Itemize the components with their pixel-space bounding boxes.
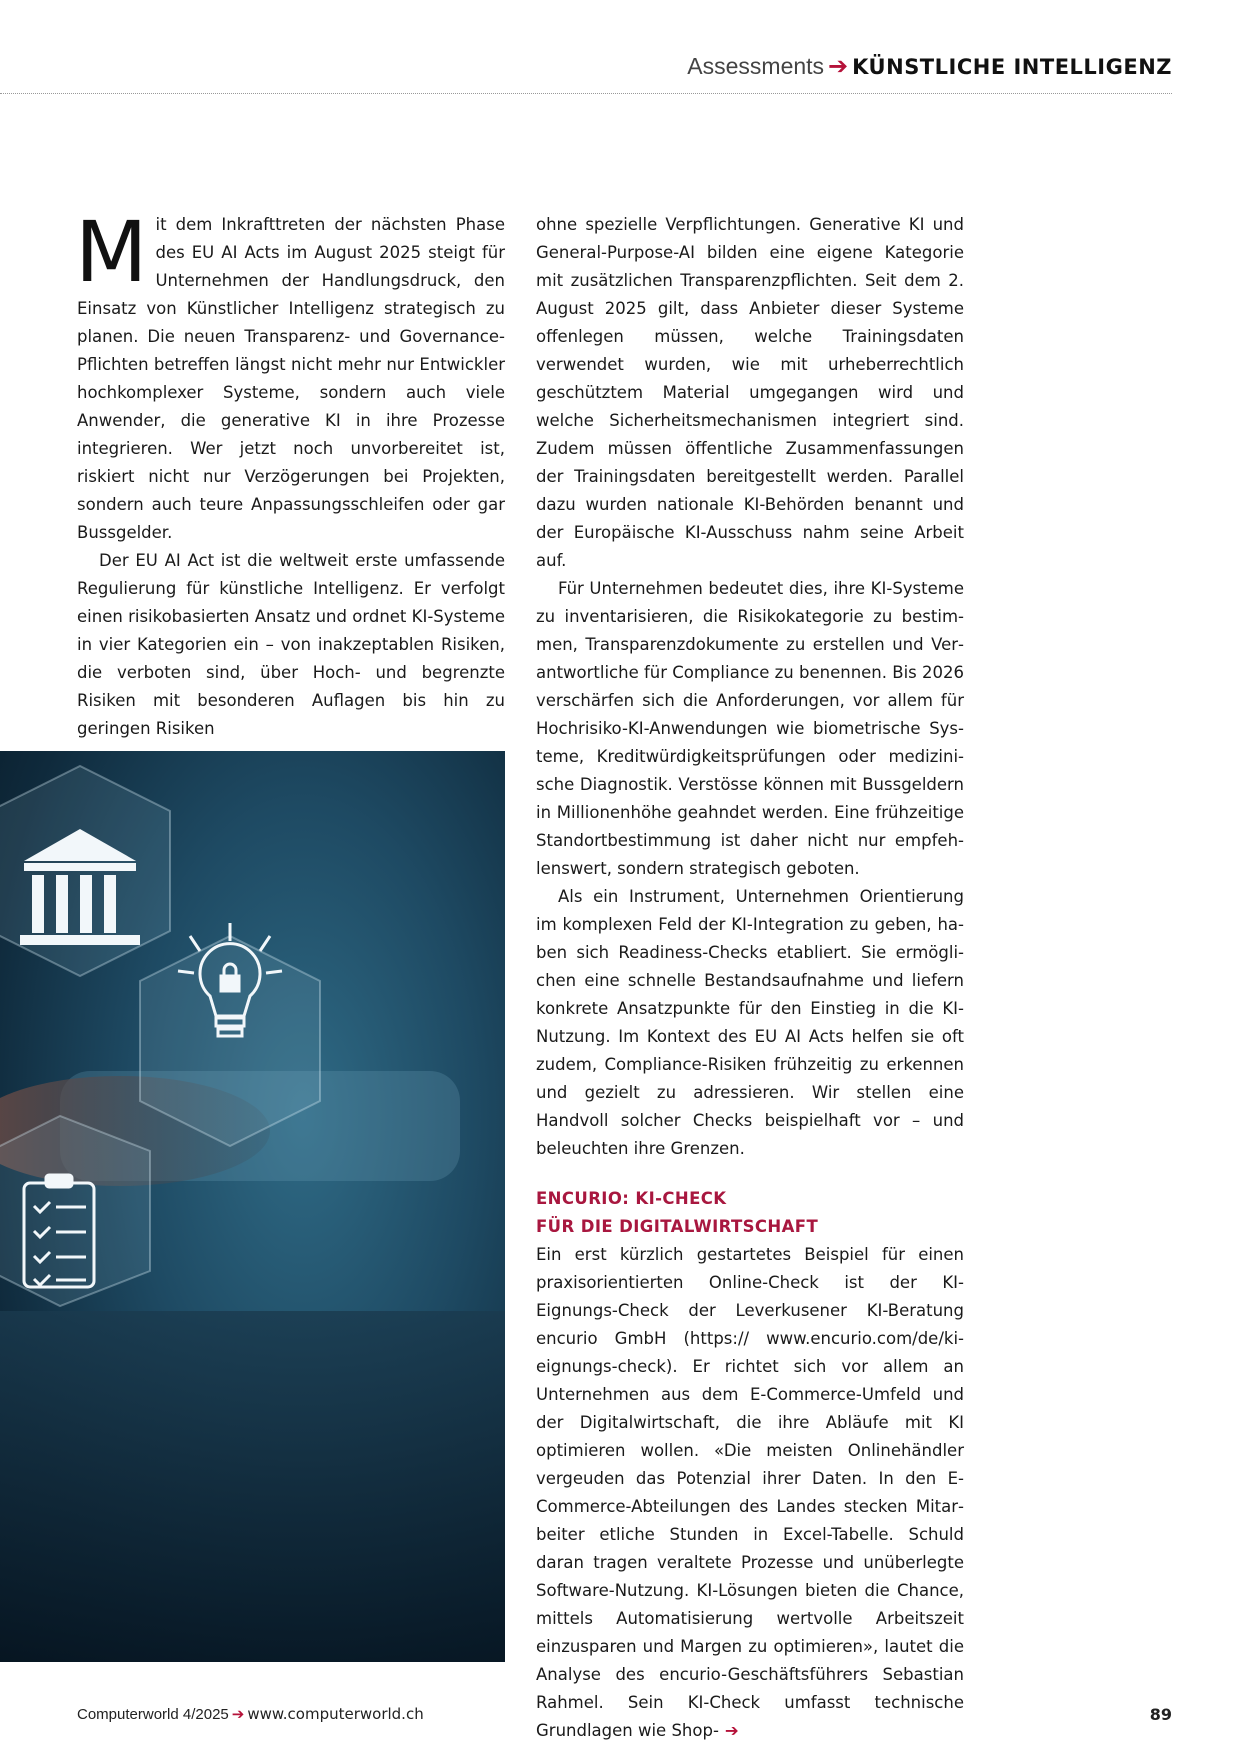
article-column-right <box>536 211 964 1745</box>
article-column-left <box>75 203 505 743</box>
subheading-line: FÜR DIE DIGITALWIRTSCHAFT <box>536 1217 819 1236</box>
page-footer <box>77 1705 1172 1723</box>
topic-label: KÜNSTLICHE INTELLIGENZ <box>852 55 1172 79</box>
paragraph: Der EU AI Act ist die weltweit erste umfassende Regulierung für künstliche Intelligenz. Er verfolgt einen risikobasierten Ansatz und ordnet KI-Systeme in vier Kategorien ein – von inakzeptablen Risiken, die verboten sind, über Hoch- und begrenzte Risiken mit besonderen Auflagen bis hin zu geringen Risiken <box>77 551 505 738</box>
paragraph <box>536 1241 964 1745</box>
continue-arrow-icon: ➔ <box>724 1721 739 1740</box>
article-photo <box>0 751 505 1662</box>
arrow-right-icon: ➔ <box>828 52 849 80</box>
subheading-line: ENCURIO: KI-CHECK <box>536 1189 727 1208</box>
paragraph: Für Unternehmen bedeutet dies, ihre KI-Systeme zu inventarisieren, die Risikokategorie zu bestimmen, Transparenzdokumente zu erstellen und Verantwortliche für Compliance zu benennen. Bis 2026 verschärfen sich die Anforderungen, vor allem für Hochrisiko-KI-Anwendungen wie biometrische Systeme, Kreditwürdigkeitsprüfungen oder medizinische Diagnostik. Verstösse können mit Bussgeldern in Millionenhöhe geahndet werden. Eine frühzeitige Standortbestimmung ist daher nicht nur empfehlenswert, sondern strategisch geboten. <box>536 579 964 878</box>
paragraph-continued: ohne spezielle Verpflichtungen. Generative KI und General-Purpose-AI bilden eine eigene Kategorie mit zusätzlichen Transparenzpflichten. Seit dem 2. August 2025 gilt, dass Anbieter dieser Systeme offenlegen müssen, welche Trainingsdaten verwendet wurden, wie mit urheberrechtlich geschütztem Material umgegangen wird und welche Sicherheitsmechanismen integriert sind. Zudem müssen öffentliche Zusammenfassungen der Trainingsdaten bereitgestellt werden. Parallel dazu wurden nationale KI-Behörden benannt und der Europäische KI-Ausschuss nahm seine Arbeit auf. <box>536 215 964 570</box>
section-subheading <box>536 1185 964 1241</box>
publication-label: Computerworld 4/2025 <box>77 1706 229 1723</box>
running-header <box>0 52 1172 80</box>
paragraph-text: Ein erst kürzlich gestartetes Beispiel für einen praxisorientierten Online-Check ist der KI-Eignungs-Check der Leverkusener KI-Beratung encurio GmbH (https:// www.encurio.com/de/ki-eignungs-check). Er richtet sich vor allem an Unternehmen aus dem E-Commerce-Umfeld und der Digitalwirtschaft, die ihre Abläufe mit KI optimieren wollen. «Die meisten Onlinehändler vergeuden das Potenzial ihrer Daten. In den E-Commerce-Abteilungen des Landes stecken Mitarbeiter etliche Stunden in Excel-Tabelle. Schuld daran tragen veraltete Prozesse und unüberlegte Software-Nutzung. KI-Lösungen bieten die Chance, mittels Automatisierung wertvolle Arbeitszeit einzusparen und Margen zu optimieren», lautet die Analyse des encurio-Geschäftsführers Sebastian Rahmel. Sein KI-Check umfasst technische Grundlagen wie Shop- <box>536 1245 964 1740</box>
paragraph-intro <box>75 203 505 547</box>
keyboard-area <box>0 1311 505 1662</box>
hexagon-bulb <box>140 936 320 1146</box>
arrow-right-icon: ➔ <box>231 1705 245 1723</box>
paragraph-intro-text: it dem Inkrafttreten der nächsten Phase des EU AI Acts im August 2025 steigt für Unternehmen der Handlungsdruck, den Einsatz von Künstlicher Intelligenz strategisch zu planen. Die neuen Transparenz- und Governance-Pflichten betreffen längst nicht mehr nur Entwickler hochkomplexer Systeme, sondern auch viele Anwender, die generative KI in ihre Prozesse integrieren. Wer jetzt noch unvorbereitet ist, riskiert nicht nur Verzögerungen bei Projekten, sondern auch teure Anpassungsschleifen oder gar Bussgelder. <box>77 215 505 542</box>
page-number: 89 <box>1149 1705 1172 1724</box>
photo-illustration <box>0 751 505 1662</box>
section-label: Assessments <box>687 53 825 79</box>
header-divider <box>0 93 1172 94</box>
website-link[interactable]: www.computerworld.ch <box>247 1705 424 1723</box>
drop-cap: M <box>75 203 148 301</box>
paragraph: Als ein Instrument, Unternehmen Orientierung im komplexen Feld der KI-Integration zu geben, haben sich Readiness-Checks etabliert. Sie ermöglichen eine schnelle Bestandsaufnahme und liefern konkrete Ansatzpunkte für den Einstieg in die KI-Nutzung. Im Kontext des EU AI Acts helfen sie oft zudem, Compliance-Risiken frühzeitig zu erkennen und gezielt zu adressieren. Wir stellen eine Handvoll solcher Checks beispielhaft vor – und beleuchten ihre Grenzen. <box>536 887 964 1158</box>
